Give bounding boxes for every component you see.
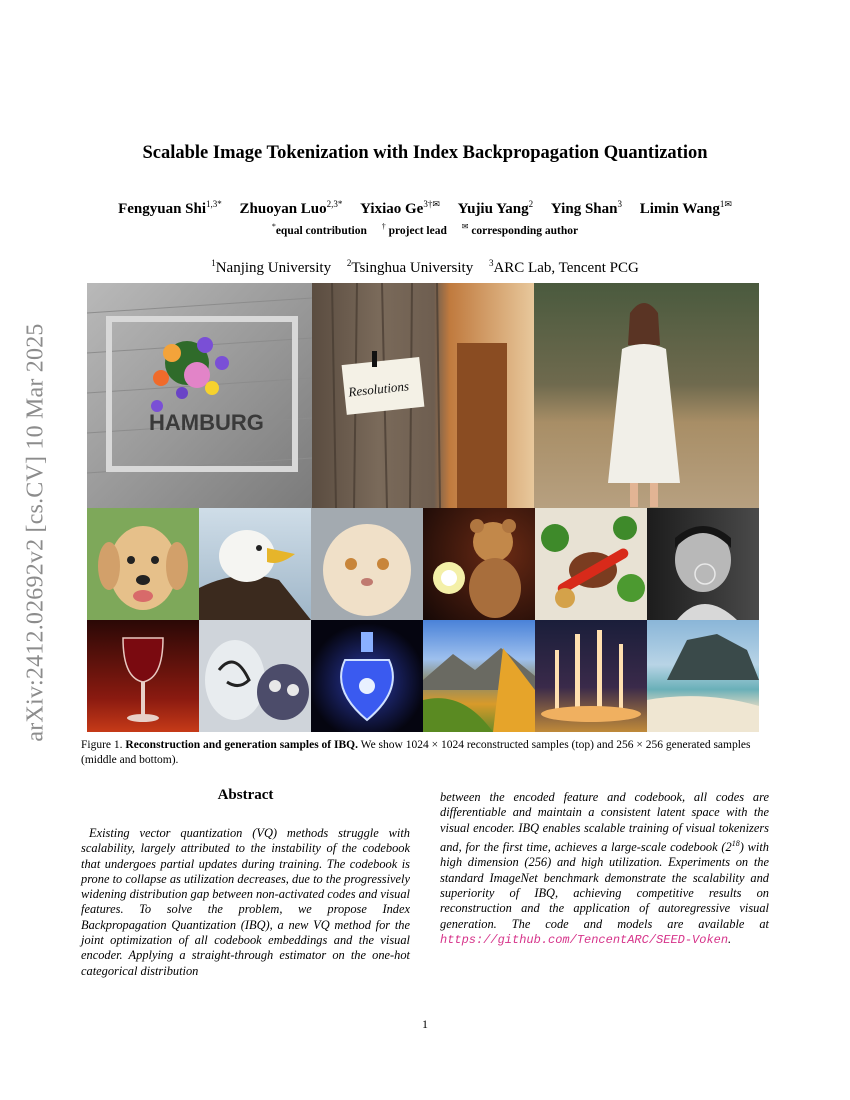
abstract-heading: Abstract bbox=[217, 787, 274, 803]
affiliation: $^2$Tsinghua University bbox=[346, 258, 474, 276]
paper-title: Scalable Image Tokenization with Index Backpropagation Quantization bbox=[142, 143, 708, 163]
author-list bbox=[0, 199, 850, 218]
arxiv-identifier bbox=[8, 286, 64, 778]
beach-coast-image bbox=[647, 620, 759, 732]
author: Fengyuan Shi$^{1,3*}$ bbox=[118, 199, 222, 217]
author: Ying Shan$^3$ bbox=[550, 199, 622, 217]
note-text: Resolutions bbox=[347, 378, 410, 400]
arxiv-stamp-text: arXiv:2412.02692v2 [cs.CV] 10 Mar 2025 bbox=[22, 322, 49, 742]
woman-portrait-image bbox=[534, 283, 759, 508]
figure-caption bbox=[81, 738, 771, 768]
affiliation: $^3$ARC Lab, Tencent PCG bbox=[488, 258, 639, 276]
bald-eagle-image bbox=[199, 508, 311, 620]
author-note: † project lead bbox=[381, 222, 447, 237]
author-notes bbox=[0, 222, 850, 237]
author-note: *equal contribution bbox=[271, 222, 367, 237]
boy-bubble-image bbox=[647, 508, 759, 620]
author: Zhuoyan Luo$^{2,3*}$ bbox=[239, 199, 343, 217]
author: Limin Wang$^{1✉}$ bbox=[639, 199, 732, 217]
author: Yujiu Yang$^2$ bbox=[457, 199, 534, 217]
tree-note-image bbox=[312, 283, 534, 508]
autumn-valley-image bbox=[423, 620, 535, 732]
persian-cat-image bbox=[311, 508, 423, 620]
author-note: ✉ corresponding author bbox=[461, 222, 579, 237]
caption-label: Figure 1. bbox=[81, 739, 123, 751]
perfume-bottle-image bbox=[311, 620, 423, 732]
ceramic-vases-image bbox=[199, 620, 311, 732]
code-link[interactable]: https://github.com/TencentARC/SEED-Voken bbox=[440, 932, 729, 947]
flower-bouquet-image bbox=[87, 283, 312, 508]
golden-retriever-image bbox=[87, 508, 199, 620]
affiliation: $^1$Nanjing University bbox=[211, 258, 332, 276]
page-number: 1 bbox=[422, 1017, 428, 1031]
sign-text: HAMBURG bbox=[149, 410, 264, 435]
author: Yixiao $Ge^{3\dagger✉}$ bbox=[360, 199, 440, 217]
caption-text: We show 1024 × 1024 reconstructed samples (top) and 256 × 256 generated samples (middle and bottom). bbox=[81, 739, 751, 766]
affiliation-list bbox=[0, 258, 850, 277]
abstract-left-column: Existing vector quantization (VQ) methods struggle with scalability, largely attributed to the instability of the codebook that undergoes partial updates during training. The codebook is prone to collapse as utilization decreases, due to the progressively widening distribution gap between non-activated codes and visual features. To solve the problem, we propose Index Backpropagation Quantization (IBQ), a new VQ method for the joint optimization of all codebook embeddings and the visual encoder. Applying a straight-through estimator on the one-hot categorical distribution bbox=[81, 826, 410, 978]
fountain-night-image bbox=[535, 620, 647, 732]
salad-dish-image bbox=[535, 508, 647, 620]
wine-glass-image bbox=[87, 620, 199, 732]
teddy-bear-image bbox=[423, 508, 535, 620]
abstract-right-column: between the encoded feature and codebook, all codes are differentiable and maintain a consistent latent space with the visual encoder. IBQ enables scalable training of visual tokenizers and, for the first time, achieves a large-scale codebook $(2^{18})$ with high dimension (256) and high utilization. Experiments on the standard ImageNet benchmark demonstrate the scalability and superiority of IBQ, achieving competitive results on reconstruction and the application of autoregressive visual generation. The code and models are available at https://github.com/TencentARC/SEED-Voken. bbox=[440, 790, 769, 947]
caption-bold: Reconstruction and generation samples of IBQ. bbox=[125, 739, 358, 751]
figure-1-image-grid bbox=[87, 283, 759, 732]
